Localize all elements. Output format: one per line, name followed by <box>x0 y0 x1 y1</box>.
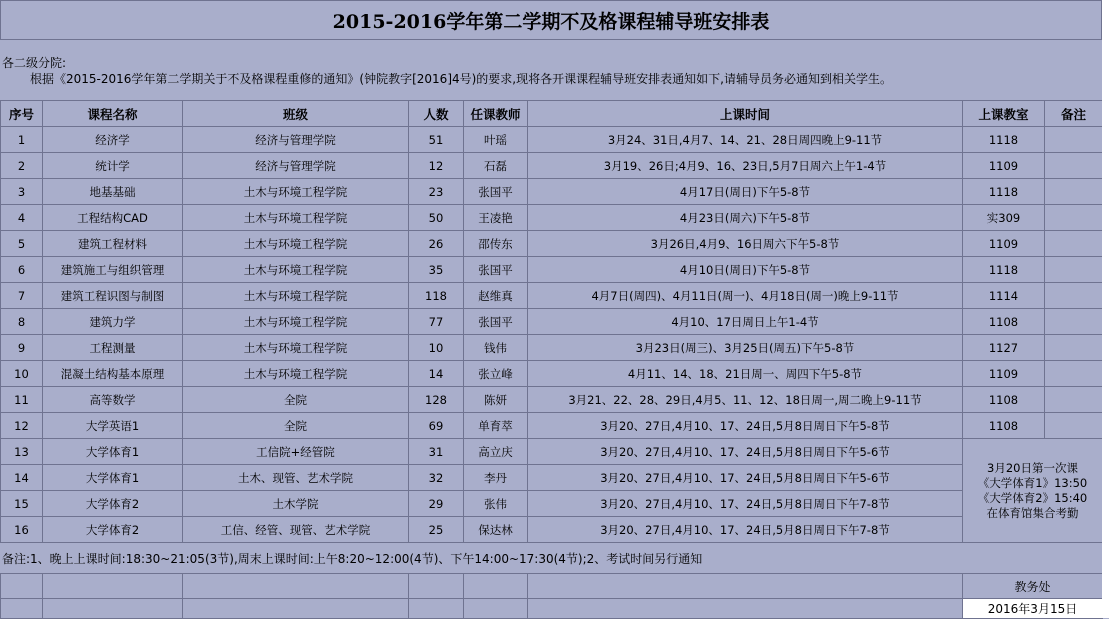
notice-body: 根据《2015-2016学年第二学期关于不及格课程重修的通知》(钟院教字[2016]4号)的要求,现将各开课课程辅导班安排表通知如下,请辅导员务必通知到相关学生。 <box>30 72 892 86</box>
table-row <box>1 205 1103 231</box>
student-count: 51 <box>409 127 464 153</box>
class-name: 土木与环境工程学院 <box>183 231 409 257</box>
header-count: 人数 <box>409 101 464 127</box>
remark <box>1045 413 1103 439</box>
course-name: 经济学 <box>43 127 183 153</box>
teacher-name: 石磊 <box>464 153 528 179</box>
classroom: 1108 <box>963 413 1045 439</box>
teacher-name: 赵维真 <box>464 283 528 309</box>
row-no: 13 <box>1 439 43 465</box>
course-name: 工程结构CAD <box>43 205 183 231</box>
classroom: 1114 <box>963 283 1045 309</box>
class-time: 4月10、17日周日上午1-4节 <box>528 309 963 335</box>
class-time: 4月7日(周四)、4月11日(周一)、4月18日(周一)晚上9-11节 <box>528 283 963 309</box>
teacher-name: 保达林 <box>464 517 528 543</box>
course-name: 大学体育2 <box>43 491 183 517</box>
remark <box>1045 127 1103 153</box>
teacher-name: 李丹 <box>464 465 528 491</box>
row-no: 7 <box>1 283 43 309</box>
class-time: 3月19、26日;4月9、16、23日,5月7日周六上午1-4节 <box>528 153 963 179</box>
issuer-label: 教务处 <box>963 574 1103 599</box>
course-name: 大学体育1 <box>43 439 183 465</box>
student-count: 32 <box>409 465 464 491</box>
header-room: 上课教室 <box>963 101 1045 127</box>
table-row <box>1 413 1103 439</box>
remark <box>1045 231 1103 257</box>
remark <box>1045 361 1103 387</box>
table-row <box>1 491 1103 517</box>
course-name: 建筑工程识图与制图 <box>43 283 183 309</box>
class-time: 3月21、22、28、29日,4月5、11、12、18日周一,周二晚上9-11节 <box>528 387 963 413</box>
class-time: 3月20、27日,4月10、17、24日,5月8日周日下午5-8节 <box>528 413 963 439</box>
student-count: 10 <box>409 335 464 361</box>
course-name: 工程测量 <box>43 335 183 361</box>
teacher-name: 王凌艳 <box>464 205 528 231</box>
course-name: 统计学 <box>43 153 183 179</box>
row-no: 6 <box>1 257 43 283</box>
student-count: 128 <box>409 387 464 413</box>
classroom: 1109 <box>963 361 1045 387</box>
student-count: 29 <box>409 491 464 517</box>
table-row <box>1 153 1103 179</box>
course-name: 大学体育1 <box>43 465 183 491</box>
course-name: 高等数学 <box>43 387 183 413</box>
class-name: 工信、经管、现管、艺术学院 <box>183 517 409 543</box>
student-count: 69 <box>409 413 464 439</box>
remark <box>1045 309 1103 335</box>
teacher-name: 陈妍 <box>464 387 528 413</box>
row-no: 14 <box>1 465 43 491</box>
header-remark: 备注 <box>1045 101 1103 127</box>
teacher-name: 邵传东 <box>464 231 528 257</box>
classroom: 1109 <box>963 231 1045 257</box>
student-count: 26 <box>409 231 464 257</box>
remark <box>1045 387 1103 413</box>
pe-note-line: 在体育馆集合考勤 <box>986 505 1079 520</box>
course-name: 混凝土结构基本原理 <box>43 361 183 387</box>
teacher-name: 张国平 <box>464 309 528 335</box>
row-no: 8 <box>1 309 43 335</box>
notice-addressee: 各二级分院: <box>2 56 67 70</box>
row-no: 2 <box>1 153 43 179</box>
classroom: 实309 <box>963 205 1045 231</box>
student-count: 12 <box>409 153 464 179</box>
classroom: 1118 <box>963 257 1045 283</box>
remark <box>1045 335 1103 361</box>
row-no: 3 <box>1 179 43 205</box>
class-time: 3月26日,4月9、16日周六下午5-8节 <box>528 231 963 257</box>
classroom: 1118 <box>963 179 1045 205</box>
teacher-name: 张国平 <box>464 179 528 205</box>
row-no: 5 <box>1 231 43 257</box>
class-name: 经济与管理学院 <box>183 127 409 153</box>
remark <box>1045 179 1103 205</box>
class-name: 土木与环境工程学院 <box>183 205 409 231</box>
teacher-name: 单育萃 <box>464 413 528 439</box>
course-name: 地基基础 <box>43 179 183 205</box>
remark <box>1045 205 1103 231</box>
pe-note-line: 《大学体育1》13:50 <box>977 475 1088 490</box>
notice-text <box>2 55 1102 87</box>
class-time: 3月20、27日,4月10、17、24日,5月8日周日下午5-6节 <box>528 465 963 491</box>
header-time: 上课时间 <box>528 101 963 127</box>
class-name: 土木学院 <box>183 491 409 517</box>
class-time: 3月24、31日,4月7、14、21、28日周四晚上9-11节 <box>528 127 963 153</box>
pe-note-line: 3月20日第一次课 <box>987 460 1078 475</box>
class-name: 土木与环境工程学院 <box>183 335 409 361</box>
header-teacher: 任课教师 <box>464 101 528 127</box>
issue-date: 2016年3月15日 <box>963 599 1103 619</box>
table-row <box>1 465 1103 491</box>
class-time: 4月11、14、18、21日周一、周四下午5-8节 <box>528 361 963 387</box>
course-name: 建筑工程材料 <box>43 231 183 257</box>
row-no: 4 <box>1 205 43 231</box>
table-row <box>1 283 1103 309</box>
remark <box>1045 153 1103 179</box>
class-name: 土木与环境工程学院 <box>183 179 409 205</box>
teacher-name: 张立峰 <box>464 361 528 387</box>
class-name: 土木与环境工程学院 <box>183 309 409 335</box>
header-course: 课程名称 <box>43 101 183 127</box>
course-name: 建筑施工与组织管理 <box>43 257 183 283</box>
row-no: 12 <box>1 413 43 439</box>
table-row <box>1 231 1103 257</box>
signature-table <box>0 573 1103 619</box>
teacher-name: 张伟 <box>464 491 528 517</box>
row-no: 15 <box>1 491 43 517</box>
class-time: 4月10日(周日)下午5-8节 <box>528 257 963 283</box>
page-title: 2015-2016学年第二学期不及格课程辅导班安排表 <box>0 0 1102 40</box>
class-time: 3月23日(周三)、3月25日(周五)下午5-8节 <box>528 335 963 361</box>
pe-note-line: 《大学体育2》15:40 <box>977 490 1088 505</box>
class-time: 4月23日(周六)下午5-8节 <box>528 205 963 231</box>
student-count: 118 <box>409 283 464 309</box>
classroom: 1109 <box>963 153 1045 179</box>
row-no: 10 <box>1 361 43 387</box>
student-count: 77 <box>409 309 464 335</box>
row-no: 9 <box>1 335 43 361</box>
course-name: 大学体育2 <box>43 517 183 543</box>
classroom: 1108 <box>963 309 1045 335</box>
class-time: 3月20、27日,4月10、17、24日,5月8日周日下午7-8节 <box>528 491 963 517</box>
course-name: 大学英语1 <box>43 413 183 439</box>
table-row <box>1 179 1103 205</box>
table-row <box>1 439 1103 465</box>
table-row <box>1 387 1103 413</box>
table-row <box>1 335 1103 361</box>
student-count: 25 <box>409 517 464 543</box>
table-row <box>1 517 1103 543</box>
student-count: 31 <box>409 439 464 465</box>
teacher-name: 叶瑶 <box>464 127 528 153</box>
header-row <box>1 101 1103 127</box>
teacher-name: 钱伟 <box>464 335 528 361</box>
class-name: 工信院+经管院 <box>183 439 409 465</box>
student-count: 14 <box>409 361 464 387</box>
class-name: 经济与管理学院 <box>183 153 409 179</box>
course-name: 建筑力学 <box>43 309 183 335</box>
remark <box>1045 283 1103 309</box>
classroom: 1127 <box>963 335 1045 361</box>
row-no: 16 <box>1 517 43 543</box>
schedule-table <box>0 100 1103 543</box>
footer-note: 备注:1、晚上上课时间:18:30~21:05(3节),周末上课时间:上午8:20~12:00(4节)、下午14:00~17:30(4节);2、考试时间另行通知 <box>2 552 703 566</box>
table-row <box>1 257 1103 283</box>
teacher-name: 高立庆 <box>464 439 528 465</box>
table-row <box>1 361 1103 387</box>
class-time: 3月20、27日,4月10、17、24日,5月8日周日下午5-6节 <box>528 439 963 465</box>
student-count: 23 <box>409 179 464 205</box>
table-row <box>1 127 1103 153</box>
class-name: 土木与环境工程学院 <box>183 257 409 283</box>
classroom: 1108 <box>963 387 1045 413</box>
header-no: 序号 <box>1 101 43 127</box>
class-name: 土木、现管、艺术学院 <box>183 465 409 491</box>
table-row <box>1 309 1103 335</box>
class-time: 3月20、27日,4月10、17、24日,5月8日周日下午7-8节 <box>528 517 963 543</box>
class-name: 全院 <box>183 387 409 413</box>
class-time: 4月17日(周日)下午5-8节 <box>528 179 963 205</box>
remark <box>1045 257 1103 283</box>
teacher-name: 张国平 <box>464 257 528 283</box>
class-name: 全院 <box>183 413 409 439</box>
header-class: 班级 <box>183 101 409 127</box>
student-count: 35 <box>409 257 464 283</box>
classroom: 1118 <box>963 127 1045 153</box>
student-count: 50 <box>409 205 464 231</box>
window-edge <box>1102 0 1109 618</box>
row-no: 1 <box>1 127 43 153</box>
pe-assembly-note <box>963 439 1103 543</box>
row-no: 11 <box>1 387 43 413</box>
class-name: 土木与环境工程学院 <box>183 361 409 387</box>
class-name: 土木与环境工程学院 <box>183 283 409 309</box>
